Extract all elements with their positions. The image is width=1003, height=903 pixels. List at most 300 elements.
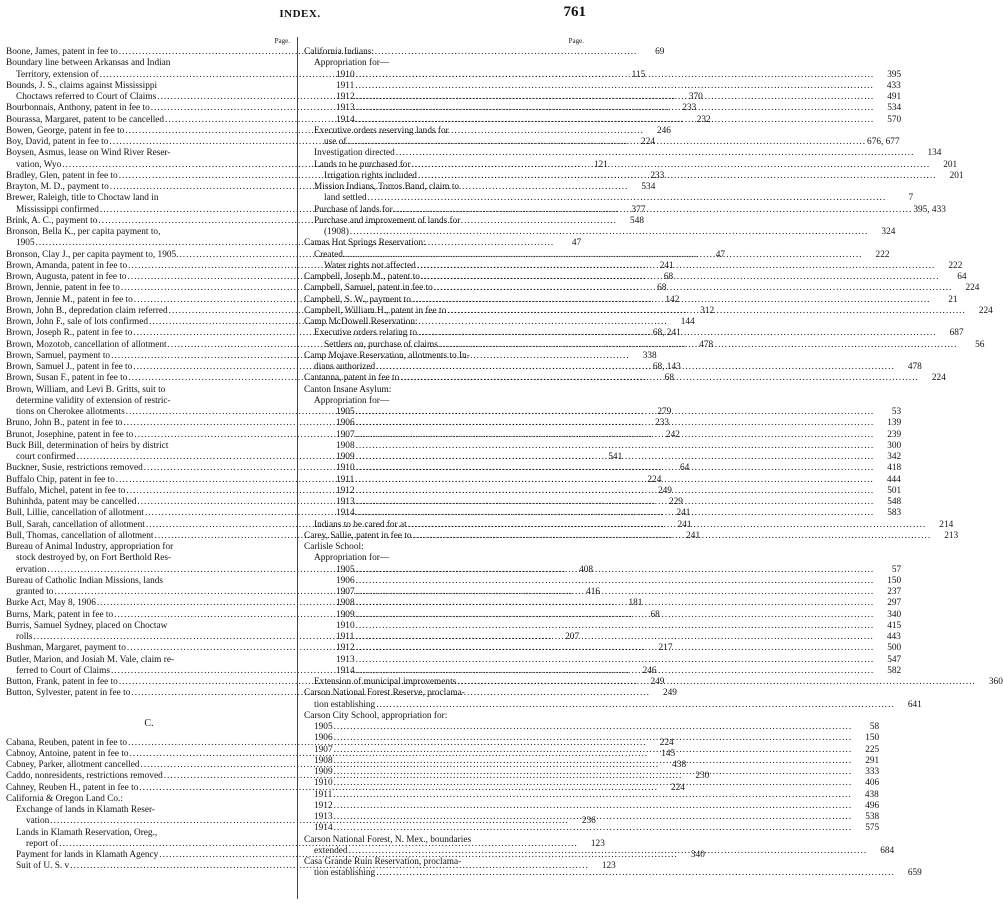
entry-page-ref: 47: [571, 238, 582, 249]
index-entry: [304, 58, 586, 69]
entry-heading: Boundary line between Arkansas and Indian: [6, 58, 171, 69]
entry-page-ref: 68: [657, 283, 667, 294]
entry-heading: 1914: [336, 665, 355, 676]
entry-page-ref: 142: [665, 294, 680, 305]
index-entry: [304, 722, 880, 733]
entry-page-ref: 207: [565, 632, 580, 642]
entry-heading: Boone, James, patent in fee to: [6, 47, 118, 57]
entry-page-ref: 214: [939, 519, 954, 530]
leader-dots: [356, 565, 875, 576]
entry-page-ref: 224: [965, 283, 980, 294]
entry-heading: 1909: [336, 452, 355, 462]
entry-page-ref: 641: [907, 699, 922, 710]
entry-heading: Carson National Forest, N. Mex., boundaries: [304, 834, 472, 845]
entry-heading: Investigation directed: [314, 148, 395, 159]
entry-continuation: dians authorized: [314, 362, 376, 372]
entry-heading: Bureau of Animal Industry, appropriation for: [6, 542, 174, 552]
index-entry: [304, 553, 586, 564]
entry-page-ref: 575: [865, 823, 880, 834]
entry-heading: Buhinhda, patent may be cancelled: [6, 497, 137, 507]
leader-dots: [356, 486, 875, 497]
entry-page-ref: 500: [887, 643, 902, 654]
entry-continuation: vation, Wyo: [16, 159, 62, 170]
entry-page-ref: 340: [690, 850, 705, 860]
index-entry: [304, 238, 586, 249]
entry-page-ref: 246: [656, 125, 671, 136]
entry-page-ref: 64: [680, 463, 690, 474]
entry-continuation: ferred to Court of Claims: [16, 665, 110, 676]
entry-heading: Bruno, John B., patent in fee to: [6, 418, 123, 429]
leader-dots: [334, 812, 853, 823]
leader-dots: [439, 340, 958, 351]
entry-page-ref: 236: [581, 816, 596, 827]
entry-page-ref: 342: [887, 452, 902, 462]
entry-heading: Lands to be purchased for: [314, 159, 411, 170]
entry-page-ref: 134: [927, 148, 942, 159]
entry-page-ref: 58: [869, 722, 880, 732]
entry-continuation: tion establishing: [314, 868, 376, 879]
leader-dots: [334, 756, 853, 767]
leader-dots: [356, 655, 875, 666]
leader-dots: [417, 261, 936, 272]
entry-page-ref: 242: [665, 429, 680, 440]
entry-heading: Cantanna, patent in fee to: [304, 373, 400, 384]
entry-page-ref: 222: [948, 260, 963, 271]
entry-page-ref: 233: [682, 103, 697, 114]
entry-heading: 1911: [336, 632, 355, 642]
entry-page-ref: 241: [659, 260, 674, 271]
entry-page-ref: 68, 143: [652, 362, 681, 372]
entry-page-ref: 583: [887, 508, 902, 519]
entry-continuation: granted to: [16, 587, 54, 597]
index-entry: [304, 148, 942, 159]
entry-heading: Payment for lands in Klamath Agency: [16, 850, 159, 860]
entry-page-ref: 213: [944, 530, 959, 541]
entry-heading: 1914: [336, 114, 355, 125]
leader-dots: [334, 778, 853, 789]
entry-page-ref: 123: [601, 861, 616, 872]
leader-dots: [344, 250, 863, 261]
entry-page-ref: 225: [865, 744, 880, 755]
entry-heading: 1910: [314, 778, 333, 789]
entry-heading: 1913: [336, 497, 355, 507]
entry-heading: Brown, Jennie, patent in fee to: [6, 283, 120, 294]
page-number: 761: [563, 4, 586, 20]
leader-dots: [356, 587, 875, 598]
entry-page-ref: 115: [631, 69, 646, 80]
entry-page-ref: 150: [865, 733, 880, 744]
entry-page-ref: 53: [891, 407, 902, 417]
entry-heading: Burke Act, May 8, 1906: [6, 598, 96, 609]
leader-dots: [408, 520, 927, 531]
entry-heading: Brown, Jennie M., patent in fee to: [6, 294, 133, 305]
entry-page-ref: 224: [659, 737, 674, 748]
leader-dots: [356, 92, 875, 103]
entry-heading: Bradley, Glen, patent in fee to: [6, 170, 118, 181]
entry-page-ref: 340: [887, 609, 902, 620]
entry-page-ref: 47: [715, 249, 726, 260]
entry-page-ref: 547: [887, 654, 902, 665]
index-entry: [304, 385, 586, 396]
entry-heading: Purchase and improvement of lands for: [314, 215, 461, 226]
entry-heading: 1910: [336, 620, 355, 631]
entry-heading: Canton Insane Asylum:: [304, 384, 392, 395]
entry-continuation: Mississippi confirmed: [16, 204, 99, 215]
entry-heading: Campbell, Joseph M., patent to: [304, 272, 420, 282]
entry-heading: Brink, A. C., payment to: [6, 215, 98, 226]
entry-heading: Campbell, Samuel, patent in fee to: [304, 283, 433, 294]
entry-page-ref: 491: [887, 92, 902, 102]
entry-page-ref: 406: [865, 778, 880, 789]
entry-continuation: 1905: [16, 238, 35, 249]
entry-heading: Cahney, Reuben H., patent in fee to: [6, 782, 139, 793]
entry-page-ref: 181: [628, 598, 643, 609]
entry-page-ref: 139: [887, 418, 902, 429]
entry-heading: Brayton, M. D., payment to: [6, 182, 109, 192]
entry-page-ref: 676, 677: [867, 137, 900, 147]
entry-heading: Boy, David, patent in fee to: [6, 137, 109, 147]
entry-page-ref: 418: [887, 463, 902, 474]
entry-page-ref: 478: [699, 339, 714, 350]
entry-heading: 1905: [336, 564, 355, 575]
leader-dots: [394, 205, 913, 216]
entry-page-ref: 291: [865, 755, 880, 766]
leader-dots: [334, 722, 853, 733]
entry-page-ref: 241: [676, 508, 691, 519]
entry-heading: Brown, John F., sale of lots confirmed: [6, 317, 149, 327]
leader-dots: [400, 373, 919, 384]
entry-heading: Brown, William, and Levi B. Gritts, suit to: [6, 384, 166, 395]
entry-heading: 1907: [336, 429, 355, 440]
entry-heading: Appropriation for—: [314, 58, 390, 69]
leader-dots: [349, 846, 868, 857]
entry-page-ref: 145: [661, 748, 676, 759]
entry-heading: 1905: [336, 407, 355, 417]
section-letter-heading: C.: [144, 717, 154, 729]
entry-page-ref: 230: [695, 771, 710, 782]
leader-dots: [413, 531, 932, 542]
entry-heading: Bronson, Bella K., per capita payment to,: [6, 227, 161, 237]
entry-page-ref: 239: [887, 429, 902, 440]
index-entry: [304, 823, 880, 834]
entry-heading: Appropriation for—: [314, 553, 390, 564]
entry-page-ref: 534: [887, 103, 902, 114]
entry-page-ref: 501: [887, 485, 902, 496]
entry-page-ref: 312: [700, 305, 715, 316]
entry-heading: 1911: [336, 80, 355, 91]
leader-dots: [334, 767, 853, 778]
entry-heading: Indians to be cared for at: [314, 519, 407, 530]
entry-page-ref: 241: [686, 530, 701, 541]
index-entry: [304, 440, 902, 452]
entry-heading: Bounds, J. S., claims against Mississippi: [6, 80, 158, 91]
leader-dots: [333, 790, 852, 801]
entry-heading: Bronson, Clay J., per capita payment to, 1905.: [6, 249, 179, 260]
entry-heading: 1912: [336, 485, 355, 496]
leader-dots: [356, 103, 875, 114]
leader-dots: [368, 193, 887, 204]
entry-page-ref: 68, 241: [652, 328, 681, 339]
index-entry: [304, 542, 586, 553]
entry-heading: Water rights not affected: [324, 260, 416, 271]
entry-heading: Exchange of lands in Klamath Reser-: [16, 805, 155, 815]
entry-heading: Executive orders relating to: [314, 328, 418, 339]
leader-dots: [356, 115, 875, 126]
leader-dots: [355, 632, 874, 643]
entry-heading: California Indians:: [304, 47, 374, 57]
entry-heading: Purchase of lands for: [314, 204, 393, 215]
leader-dots: [418, 171, 937, 182]
leader-dots: [447, 306, 966, 317]
entry-heading: Created: [314, 249, 343, 260]
entry-page-ref: 150: [887, 575, 902, 586]
leader-dots: [418, 328, 937, 339]
entry-heading: Cabana, Reuben, patent in fee to: [6, 737, 128, 748]
leader-dots: [356, 508, 875, 519]
entry-heading: Brown, Augusta, patent in fee to: [6, 272, 127, 282]
entry-continuation: use of: [324, 137, 347, 147]
entry-page-ref: 69: [655, 47, 665, 57]
leader-dots: [356, 430, 875, 441]
entry-page-ref: 438: [672, 760, 687, 770]
entry-heading: 1909: [336, 609, 355, 620]
entry-page-ref: 57: [891, 564, 902, 575]
entry-heading: Campbell, William H., patent in fee to: [304, 305, 447, 316]
entry-continuation: tions on Cherokee allotments: [16, 407, 125, 417]
entry-heading: Bull, Thomas, cancellation of allotment: [6, 530, 154, 541]
entry-page-ref: 548: [630, 215, 644, 226]
entry-heading: 1905: [314, 722, 333, 732]
entry-heading: Carey, Sallie, patent in fee to: [304, 530, 412, 541]
entry-page-ref: 395: [887, 69, 902, 80]
entry-page-ref: 224: [647, 474, 662, 485]
entry-page-ref: 123: [590, 838, 605, 849]
leader-dots: [376, 868, 895, 879]
entry-page-ref: 338: [642, 350, 657, 361]
entry-page-ref: 237: [887, 587, 902, 597]
entry-page-ref: 222: [875, 249, 890, 260]
leader-dots: [421, 272, 940, 283]
entry-page-ref: 444: [886, 474, 901, 485]
entry-heading: Irrigation rights included: [324, 170, 417, 181]
entry-heading: Brown, Susan F., patent in fee to: [6, 373, 128, 384]
entry-continuation: stock destroyed by, on Fort Berthold Res-: [16, 553, 172, 564]
leader-dots: [347, 137, 866, 148]
entry-heading: 1914: [336, 508, 355, 519]
entry-page-ref: 121: [593, 159, 608, 170]
entry-heading: Cabnoy, Antoine, patent in fee to: [6, 748, 129, 759]
leader-dots: [334, 745, 853, 756]
entry-page-ref: 687: [949, 328, 964, 339]
entry-heading: 1906: [314, 733, 333, 744]
index-entry: [304, 654, 902, 666]
entry-heading: Burris, Samuel Sydney, placed on Choctaw: [6, 620, 168, 631]
leader-dots: [356, 452, 875, 463]
entry-page-ref: 496: [865, 800, 880, 811]
entry-page-ref: 68: [663, 272, 674, 282]
entry-heading: Camp Mojave Reservation, allotments to In-: [304, 350, 470, 361]
entry-heading: Brown, Joseph R., patent in fee to: [6, 328, 133, 339]
entry-page-ref: 201: [943, 159, 958, 170]
entry-heading: Lands in Klamath Reservation, Oreg.,: [16, 827, 158, 838]
entry-heading: 1912: [336, 92, 355, 102]
entry-heading: Carlisle School:: [304, 542, 364, 552]
entry-page-ref: 370: [688, 92, 703, 102]
entry-page-ref: 416: [586, 587, 601, 597]
entry-page-ref: 538: [865, 812, 880, 822]
leader-dots: [376, 700, 895, 711]
leader-dots: [334, 823, 853, 834]
entry-heading: Brown, Samuel J., patent in fee to: [6, 362, 133, 372]
entry-heading: Brown, John B., depredation claim referred: [6, 305, 168, 316]
entry-page-ref: 534: [641, 182, 656, 192]
entry-page-ref: 56: [975, 339, 985, 350]
entry-heading: Bourassa, Margaret, patent to be cancelled: [6, 114, 165, 125]
entry-heading: 1910: [336, 463, 355, 474]
entry-page-ref: 548: [887, 497, 902, 507]
entry-page-ref: 233: [650, 170, 665, 181]
index-entry: [304, 632, 901, 643]
entry-heading: 1911: [314, 789, 333, 800]
entry-continuation: land settled: [324, 193, 367, 204]
entry-page-ref: 377: [631, 204, 646, 215]
entry-heading: 1906: [336, 575, 355, 586]
entry-heading: 1912: [314, 800, 333, 811]
entry-heading: Extension of municipal improvements: [314, 677, 457, 687]
page-header-title: INDEX.: [279, 8, 321, 20]
entry-page-ref: 324: [881, 227, 896, 237]
entry-heading: Buckner, Susie, restrictions removed: [6, 463, 143, 474]
entry-page-ref: 201: [949, 170, 964, 181]
entry-page-ref: 659: [907, 868, 922, 879]
entry-heading: 1908: [336, 440, 355, 451]
entry-page-ref: 408: [579, 564, 594, 575]
entry-page-ref: 68: [650, 609, 660, 620]
entry-heading: Casa Grande Ruin Reservation, proclama-: [304, 857, 462, 867]
entry-page-ref: 229: [669, 497, 683, 507]
leader-dots: [356, 610, 875, 621]
entry-heading: Caddo, nonresidents, restrictions removed: [6, 771, 163, 782]
leader-dots: [356, 407, 875, 418]
entry-heading: Buffalo Chip, patent in fee to: [6, 474, 115, 485]
entry-heading: 1906: [336, 418, 355, 429]
entry-page-ref: 438: [864, 789, 879, 800]
index-entry: [304, 47, 586, 58]
entry-continuation: Choctaws referred to Court of Claims: [16, 92, 157, 102]
leader-dots: [412, 160, 931, 171]
index-entry: [304, 396, 586, 407]
entry-continuation: Territory, extension of: [16, 69, 99, 80]
leader-dots: [356, 497, 875, 508]
entry-page-ref: 224: [931, 373, 946, 384]
leader-dots: [434, 283, 953, 294]
entry-page-ref: 478: [907, 362, 922, 372]
entry-continuation: extended: [314, 845, 348, 856]
entry-heading: Brown, Samuel, payment to: [6, 350, 111, 361]
entry-page-ref: 217: [658, 643, 673, 654]
entry-page-ref: 224: [641, 137, 655, 147]
entry-heading: Bushman, Margaret, payment to: [6, 643, 126, 654]
entry-page-ref: 249: [650, 677, 665, 687]
entry-page-ref: 68: [664, 373, 674, 384]
entry-continuation: ervation: [16, 564, 47, 575]
entry-heading: 1907: [336, 587, 355, 597]
leader-dots: [356, 70, 875, 81]
index-entry: [304, 620, 902, 632]
entry-page-ref: 433: [886, 80, 901, 91]
entry-continuation: tion establishing: [314, 699, 376, 710]
leader-dots: [356, 463, 875, 474]
entry-page-ref: 144: [680, 317, 695, 327]
entry-heading: 1913: [336, 103, 355, 114]
entry-heading: Button, Sylvester, patent in fee to: [6, 688, 131, 699]
entry-page-ref: 232: [696, 114, 711, 125]
entry-page-ref: 415: [887, 620, 902, 631]
entry-heading: Button, Frank, patent in fee to: [6, 677, 118, 687]
entry-heading: Brown, Mozotob, cancellation of allotment: [6, 339, 167, 350]
entry-heading: 1908: [314, 755, 333, 766]
index-entry: [304, 575, 902, 587]
leader-dots: [334, 801, 853, 812]
entry-heading: Mission Indians, Torros Band, claim to: [314, 182, 460, 192]
entry-heading: Buck Bill, determination of heirs by district: [6, 440, 169, 451]
entry-heading: Executive orders reserving lands for: [314, 125, 449, 136]
entry-heading: Bull, Lillie, cancellation of allotment: [6, 508, 144, 519]
entry-heading: Suit of U. S. v: [16, 861, 70, 872]
column-divider: [297, 37, 298, 899]
entry-heading: Boysen, Asmus, lease on Wind River Reser-: [6, 148, 171, 159]
entry-heading: Brunot, Josephine, patent in fee to: [6, 429, 134, 440]
entry-page-ref: 249: [662, 688, 677, 699]
entry-heading: Burns, Mark, patent in fee to: [6, 609, 114, 620]
entry-heading: Brown, Amanda, patent in fee to: [6, 260, 128, 271]
entry-heading: Camas Hot Springs Reservation:: [304, 238, 426, 249]
entry-heading: Carson City School, appropriation for:: [304, 710, 448, 721]
entry-continuation: report of: [26, 838, 59, 849]
entry-page-ref: 233: [655, 418, 670, 429]
entry-page-ref: 300: [887, 440, 902, 451]
leader-dots: [457, 677, 976, 688]
leader-dots: [350, 227, 869, 238]
leader-dots: [356, 441, 875, 452]
leader-dots: [356, 643, 875, 654]
entry-continuation: (1908): [324, 227, 349, 237]
leader-dots: [376, 362, 895, 373]
leader-dots: [356, 598, 875, 609]
entry-page-ref: 246: [642, 665, 657, 676]
leader-dots: [355, 81, 874, 92]
leader-dots: [356, 576, 875, 587]
entry-page-ref: 582: [887, 665, 902, 676]
entry-heading: 1911: [336, 474, 355, 485]
leader-dots: [356, 666, 875, 677]
leader-dots: [356, 621, 875, 632]
index-entry: [304, 80, 901, 92]
entry-continuation: rolls: [16, 632, 33, 642]
entry-heading: 1913: [314, 812, 333, 822]
leader-dots: [355, 475, 874, 486]
entry-continuation: vation: [26, 816, 50, 827]
entry-heading: Cabney, Parker, allotment cancelled: [6, 760, 140, 770]
entry-heading: 1907: [314, 744, 333, 755]
entry-heading: Bourbonnais, Anthony, patent in fee to: [6, 103, 150, 114]
entry-heading: 1913: [336, 654, 355, 665]
index-entry: [304, 317, 586, 328]
entry-continuation: determine validity of extension of restric-: [16, 395, 171, 406]
entry-page-ref: 333: [865, 767, 880, 777]
entry-page-ref: 21: [948, 294, 958, 305]
entry-continuation: court confirmed: [16, 452, 76, 462]
